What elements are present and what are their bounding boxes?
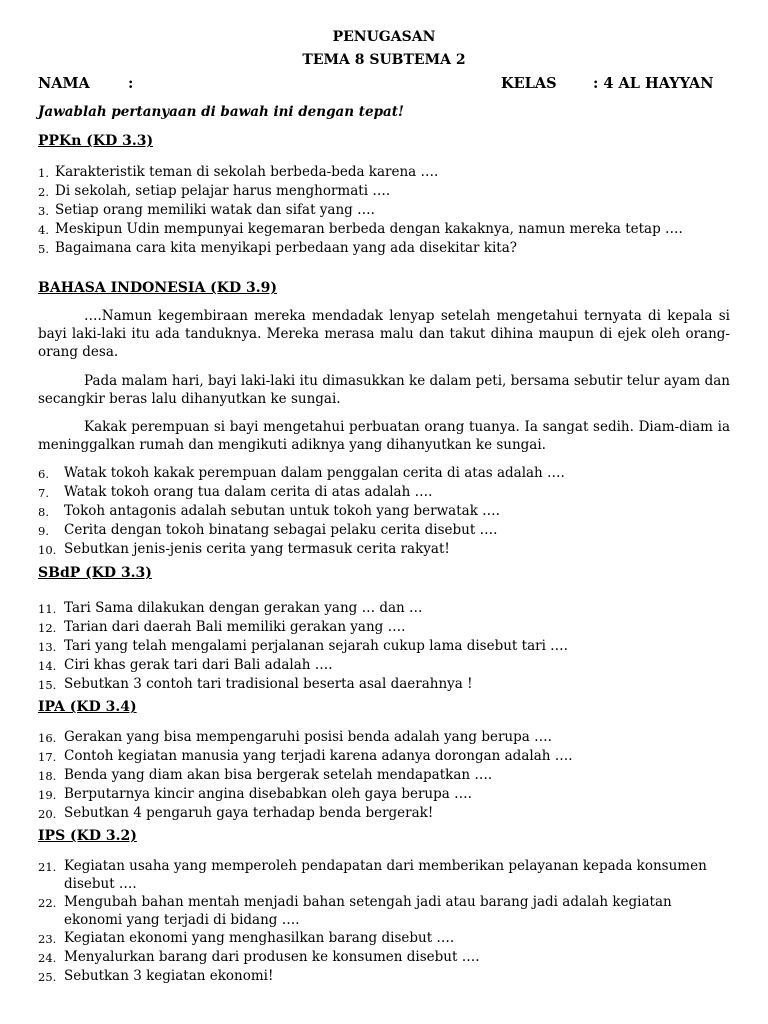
- question-item: [38, 948, 738, 967]
- question-text: Ciri khas gerak tari dari Bali adalah ….: [64, 657, 333, 673]
- question-item: [38, 766, 738, 785]
- story-paragraph: ….Namun kegembiraan mereka mendadak lenyap setelah mengetahui ternyata di kepala si bayi laki-laki itu ada tanduknya. Mereka merasa malu dan takut dihina maupun di ejek oleh orang-orang desa.: [38, 308, 730, 360]
- question-item: [38, 163, 738, 182]
- question-number: 12.: [38, 621, 57, 635]
- question-number: 15.: [38, 678, 57, 692]
- question-number: 11.: [38, 602, 57, 616]
- question-text: Karakteristik teman di sekolah berbeda-beda karena ….: [55, 164, 439, 180]
- question-text: Tari Sama dilakukan dengan gerakan yang … dan …: [64, 600, 423, 616]
- question-number: 24.: [38, 951, 57, 965]
- question-item: [38, 502, 738, 521]
- question-item: [38, 857, 738, 893]
- question-number: 9.: [38, 524, 49, 538]
- question-text: Meskipun Udin mempunyai kegemaran berbeda dengan kakaknya, namun mereka tetap ….: [55, 221, 683, 237]
- question-number: 2.: [38, 185, 49, 199]
- question-text: Benda yang diam akan bisa bergerak setelah mendapatkan ….: [64, 767, 493, 783]
- question-item: [38, 785, 738, 804]
- question-item: [38, 201, 738, 220]
- question-number: 22.: [38, 896, 57, 910]
- question-number: 5.: [38, 242, 49, 256]
- question-text: Tari yang telah mengalami perjalanan sejarah cukup lama disebut tari ….: [64, 638, 568, 654]
- question-item: [38, 483, 738, 502]
- question-item: [38, 893, 738, 929]
- question-item: [38, 464, 738, 483]
- section-heading-ipa: IPA (KD 3.4): [38, 699, 137, 715]
- question-item: [38, 521, 738, 540]
- question-item: [38, 220, 738, 239]
- question-text: Sebutkan jenis-jenis cerita yang termasuk cerita rakyat!: [64, 541, 450, 557]
- question-list-sbdp: [38, 599, 738, 694]
- question-number: 10.: [38, 543, 57, 557]
- question-number: 8.: [38, 505, 49, 519]
- question-text: Watak tokoh kakak perempuan dalam penggalan cerita di atas adalah ….: [64, 465, 565, 481]
- nama-label: NAMA: [38, 75, 90, 92]
- kelas-value: : 4 AL HAYYAN: [593, 75, 714, 92]
- question-item: [38, 656, 738, 675]
- section-heading-bahasa-indonesia: BAHASA INDONESIA (KD 3.9): [38, 280, 277, 296]
- question-item: [38, 967, 738, 986]
- question-text: Setiap orang memiliki watak dan sifat yang ….: [55, 202, 375, 218]
- question-item: [38, 599, 738, 618]
- question-text: Cerita dengan tokoh binatang sebagai pelaku cerita disebut ….: [64, 522, 498, 538]
- question-text: Bagaimana cara kita menyikapi perbedaan yang ada disekitar kita?: [55, 240, 518, 256]
- question-item: [38, 540, 738, 559]
- question-item: [38, 929, 738, 948]
- question-number: 7.: [38, 486, 49, 500]
- question-text: Sebutkan 3 kegiatan ekonomi!: [64, 968, 274, 984]
- nama-colon: :: [128, 75, 134, 92]
- question-text: Tarian dari daerah Bali memiliki gerakan yang ….: [64, 619, 406, 635]
- question-item: [38, 675, 738, 694]
- question-item: [38, 618, 738, 637]
- document-subtitle: TEMA 8 SUBTEMA 2: [302, 52, 466, 68]
- question-number: 1.: [38, 166, 49, 180]
- section-heading-sbdp: SBdP (KD 3.3): [38, 565, 152, 581]
- question-text: Mengubah bahan mentah menjadi bahan setengah jadi atau barang jadi adalah kegiatan ekonomi yang terjadi di bidang ….: [64, 894, 672, 928]
- question-list-ppkn: [38, 163, 738, 258]
- question-number: 16.: [38, 731, 57, 745]
- question-text: Berputarnya kincir angina disebabkan oleh gaya berupa ….: [64, 786, 472, 802]
- story-paragraph: Kakak perempuan si bayi mengetahui perbuatan orang tuanya. Ia sangat sedih. Diam-diam ia meninggalkan rumah dan mengikuti adiknya yang dihanyutkan ke sungai.: [38, 419, 730, 453]
- question-item: [38, 182, 738, 201]
- question-item: [38, 728, 738, 747]
- question-number: 23.: [38, 932, 57, 946]
- question-text: Watak tokoh orang tua dalam cerita di atas adalah ….: [64, 484, 433, 500]
- section-heading-ppkn: PPKn (KD 3.3): [38, 133, 154, 149]
- question-number: 25.: [38, 970, 57, 984]
- question-text: Kegiatan usaha yang memperoleh pendapatan dari memberikan pelayanan kepada konsumen disebut ….: [64, 858, 707, 892]
- story-paragraph: Pada malam hari, bayi laki-laki itu dimasukkan ke dalam peti, bersama sebutir telur ayam dan secangkir beras lalu dihanyutkan ke sungai.: [38, 373, 730, 407]
- question-number: 19.: [38, 788, 57, 802]
- question-item: [38, 804, 738, 823]
- question-number: 20.: [38, 807, 57, 821]
- question-item: [38, 239, 738, 258]
- instruction-text: Jawablah pertanyaan di bawah ini dengan tepat!: [38, 104, 404, 120]
- question-number: 6.: [38, 467, 49, 481]
- question-text: Tokoh antagonis adalah sebutan untuk tokoh yang berwatak ….: [64, 503, 500, 519]
- document-title: PENUGASAN: [332, 29, 436, 45]
- question-number: 4.: [38, 223, 49, 237]
- question-list-bahasa-indonesia: [38, 464, 738, 559]
- question-number: 13.: [38, 640, 57, 654]
- question-number: 3.: [38, 204, 49, 218]
- question-number: 18.: [38, 769, 57, 783]
- question-text: Menyalurkan barang dari produsen ke konsumen disebut ….: [64, 949, 480, 965]
- question-item: [38, 637, 738, 656]
- question-list-ipa: [38, 728, 738, 823]
- question-number: 14.: [38, 659, 57, 673]
- question-list-ips: [38, 857, 738, 986]
- question-text: Contoh kegiatan manusia yang terjadi karena adanya dorongan adalah ….: [64, 748, 573, 764]
- question-text: Kegiatan ekonomi yang menghasilkan barang disebut ….: [64, 930, 455, 946]
- section-heading-ips: IPS (KD 3.2): [38, 828, 137, 844]
- question-text: Di sekolah, setiap pelajar harus menghormati ….: [55, 183, 391, 199]
- question-text: Sebutkan 3 contoh tari tradisional beserta asal daerahnya !: [64, 676, 473, 692]
- question-item: [38, 747, 738, 766]
- question-text: Sebutkan 4 pengaruh gaya terhadap benda bergerak!: [64, 805, 434, 821]
- kelas-label: KELAS: [501, 75, 557, 92]
- question-number: 21.: [38, 860, 57, 874]
- question-number: 17.: [38, 750, 57, 764]
- question-text: Gerakan yang bisa mempengaruhi posisi benda adalah yang berupa ….: [64, 729, 552, 745]
